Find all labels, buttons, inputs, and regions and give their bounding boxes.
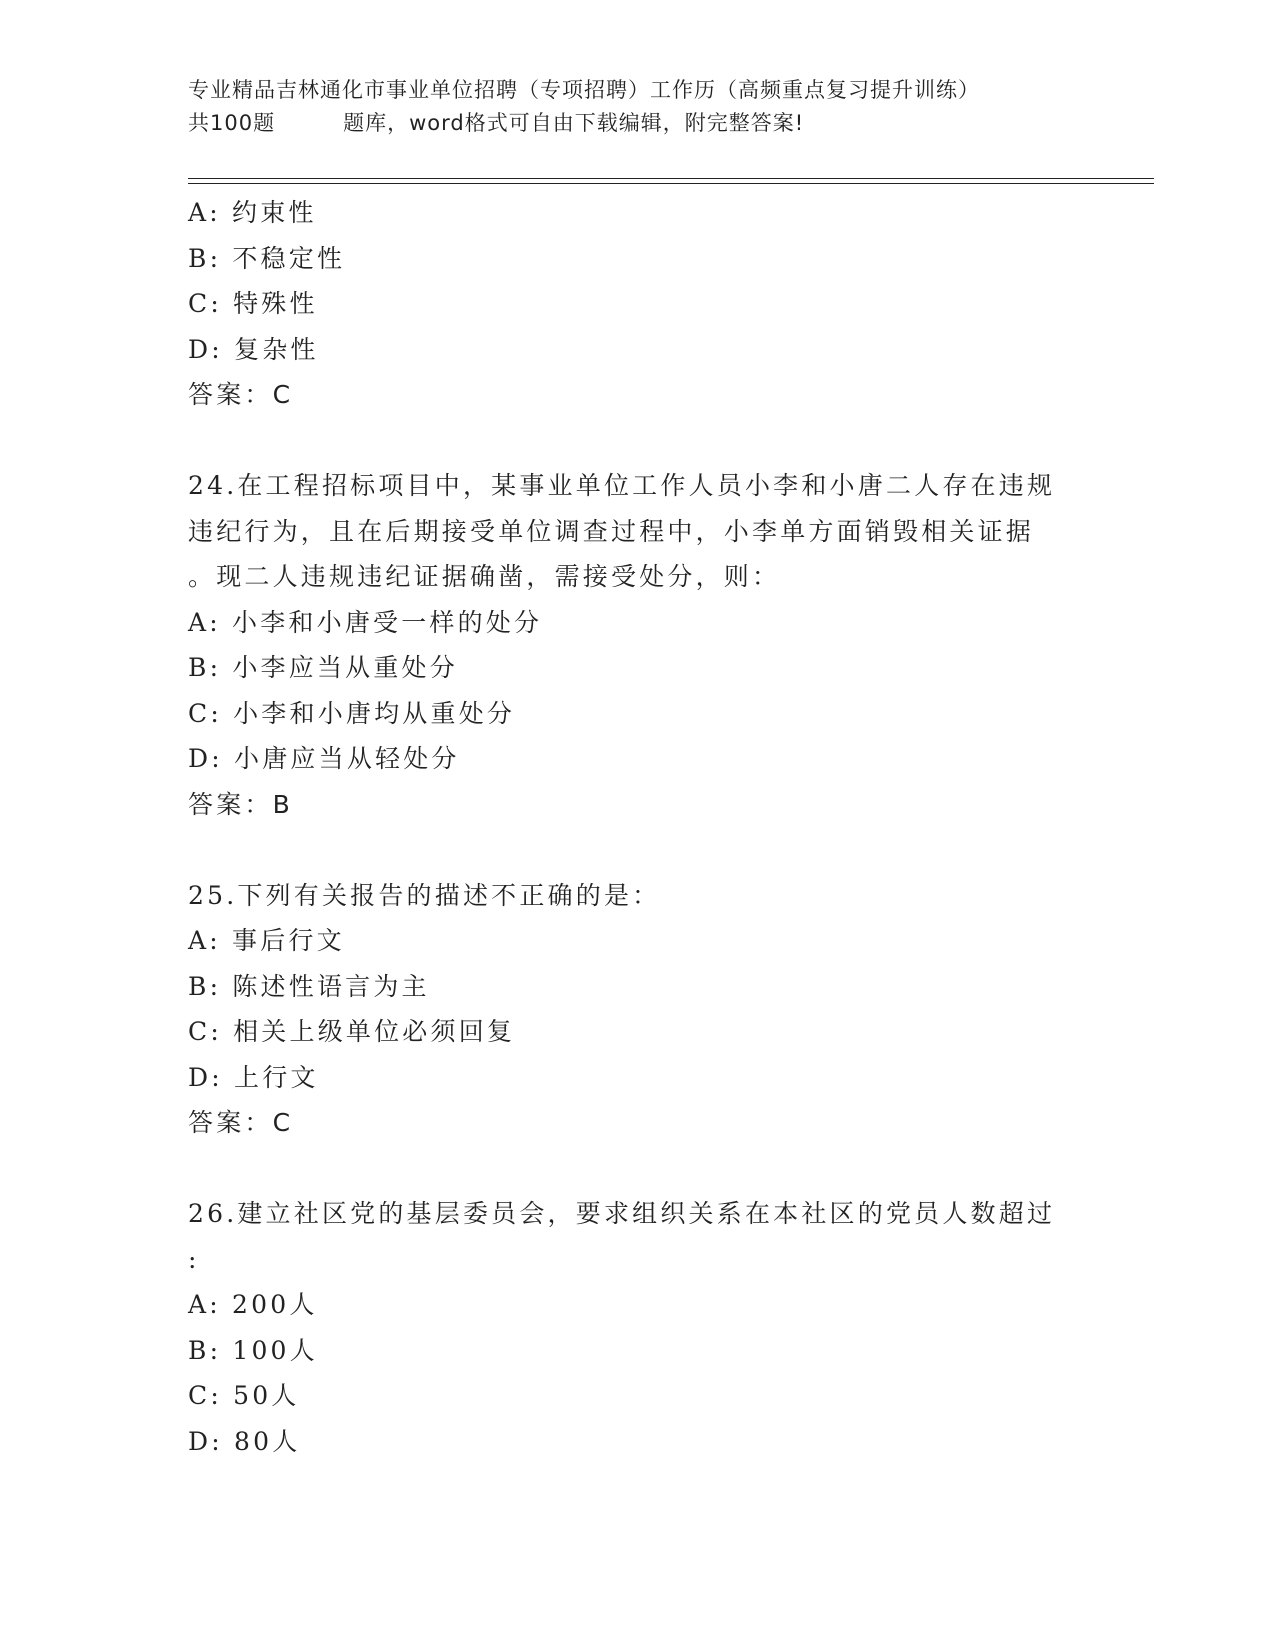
- question-26: [188, 1191, 1088, 1464]
- answer-line: 答案：C: [188, 380, 294, 409]
- header-title: 专业精品吉林通化市事业单位招聘（专项招聘）工作历（高频重点复习提升训练）: [188, 78, 980, 102]
- option-c: C: 50人: [188, 1381, 300, 1410]
- option-d: D: 小唐应当从轻处分: [188, 744, 460, 773]
- header-count: 共100题: [188, 111, 276, 135]
- question-list: [188, 190, 1088, 1464]
- option-c: C: 相关上级单位必须回复: [188, 1017, 516, 1046]
- option-d: D: 复杂性: [188, 334, 319, 364]
- document-header: [188, 74, 1088, 140]
- question-23: [188, 190, 1088, 418]
- question-text-line: 违纪行为，且在后期接受单位调查过程中，小李单方面销毁相关证据: [188, 516, 1035, 546]
- question-text-line: 26.建立社区党的基层委员会，要求组织关系在本社区的党员人数超过: [188, 1199, 1056, 1228]
- option-b: B: 不稳定性: [188, 243, 346, 273]
- answer-line: 答案：C: [188, 1108, 294, 1137]
- option-a: A: 事后行文: [188, 926, 345, 955]
- header-note: 题库，word格式可自由下载编辑，附完整答案!: [343, 111, 805, 135]
- option-b: B: 小李应当从重处分: [188, 653, 458, 682]
- option-c: C: 小李和小唐均从重处分: [188, 698, 516, 728]
- question-text-line: 25.下列有关报告的描述不正确的是：: [188, 880, 661, 910]
- answer-line: 答案：B: [188, 789, 293, 819]
- header-divider-bottom: [188, 183, 1154, 184]
- option-a: A: 小李和小唐受一样的处分: [188, 607, 543, 637]
- option-b: B: 100人: [188, 1335, 318, 1365]
- option-a: A: 约束性: [188, 198, 317, 227]
- question-text-line: 24.在工程招标项目中，某事业单位工作人员小李和小唐二人存在违规: [188, 471, 1056, 500]
- option-b: B: 陈述性语言为主: [188, 971, 430, 1001]
- question-text-line: 。现二人违规违纪证据确凿，需接受处分，则：: [188, 562, 781, 591]
- header-subtitle: [188, 107, 1088, 140]
- question-text-line: :: [188, 1244, 200, 1274]
- option-c: C: 特殊性: [188, 289, 318, 318]
- option-a: A: 200人: [188, 1290, 318, 1319]
- question-24: [188, 463, 1088, 827]
- header-divider-top: [188, 178, 1154, 179]
- option-d: D: 上行文: [188, 1062, 319, 1092]
- question-25: [188, 873, 1088, 1146]
- option-d: D: 80人: [188, 1426, 301, 1456]
